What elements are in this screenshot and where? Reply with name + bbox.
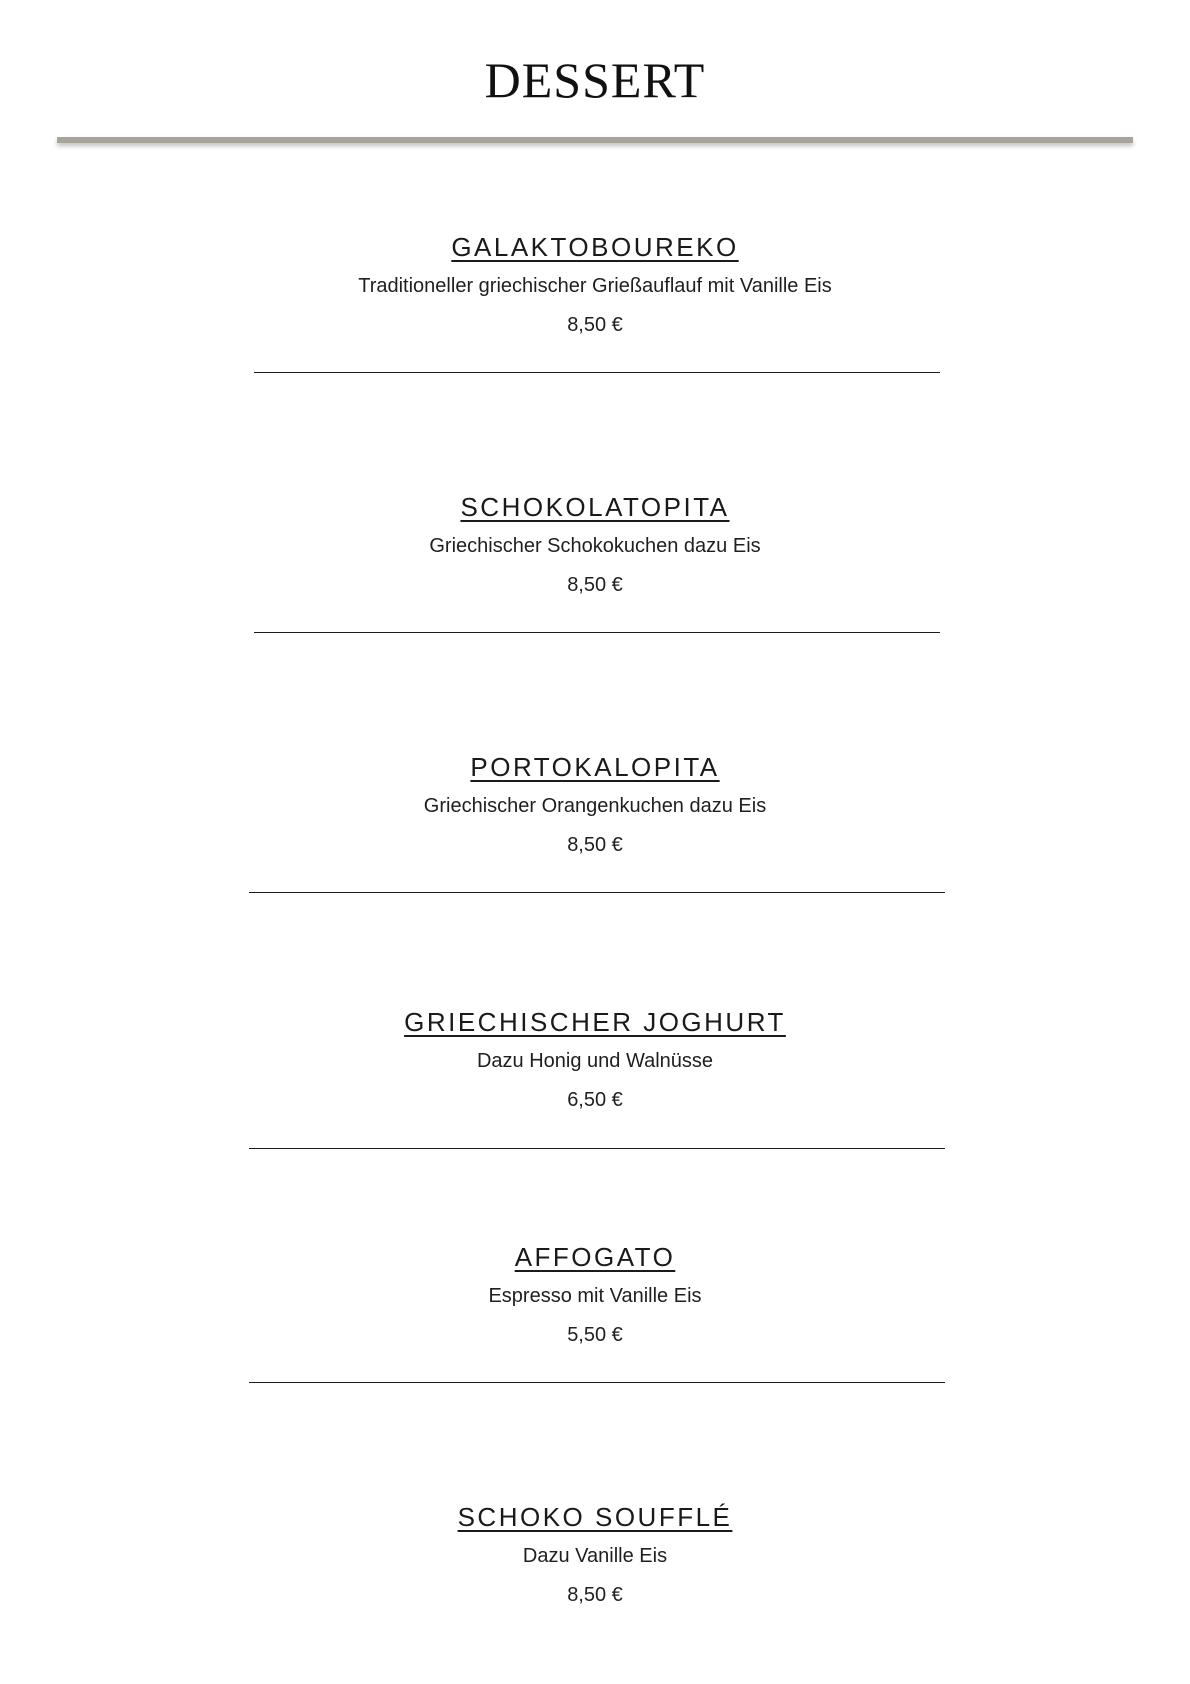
menu-item-affogato (0, 1242, 1190, 1347)
item-separator (249, 892, 945, 893)
menu-item-price: 8,50 € (567, 834, 623, 856)
menu-item-price: 8,50 € (567, 574, 623, 596)
item-separator (249, 1382, 945, 1383)
menu-item-name: PORTOKALOPITA (470, 752, 720, 782)
item-separator (254, 632, 940, 633)
menu-item-description: Traditioneller griechischer Grießauflauf mit Vanille Eis (358, 275, 832, 297)
menu-item-description: Dazu Vanille Eis (522, 1545, 668, 1567)
menu-item-name: GALAKTOBOUREKO (451, 232, 739, 262)
menu-item-price: 5,50 € (567, 1324, 623, 1346)
menu-item-price: 6,50 € (567, 1089, 623, 1111)
menu-item-griechischer-joghurt (0, 1007, 1190, 1112)
item-separator (254, 372, 940, 373)
item-separator (249, 1148, 945, 1149)
menu-item-description: Espresso mit Vanille Eis (488, 1285, 702, 1307)
menu-item-price: 8,50 € (567, 314, 623, 336)
page-title: DESSERT (484, 52, 706, 108)
menu-item-name: GRIECHISCHER JOGHURT (404, 1007, 786, 1037)
menu-item-portokalopita (0, 752, 1190, 857)
menu-item-description: Griechischer Orangenkuchen dazu Eis (423, 795, 767, 817)
menu-item-schokolatopita (0, 492, 1190, 597)
menu-item-name: SCHOKOLATOPITA (460, 492, 730, 522)
menu-item-schoko-souffle (0, 1502, 1190, 1607)
menu-item-description: Griechischer Schokokuchen dazu Eis (429, 535, 761, 557)
menu-item-name: SCHOKO SOUFFLÉ (457, 1502, 733, 1532)
menu-item-price: 8,50 € (567, 1584, 623, 1606)
menu-item-description: Dazu Honig und Walnüsse (476, 1050, 714, 1072)
title-divider (57, 137, 1133, 143)
menu-item-galaktoboureko (0, 232, 1190, 337)
menu-item-name: AFFOGATO (514, 1242, 676, 1272)
